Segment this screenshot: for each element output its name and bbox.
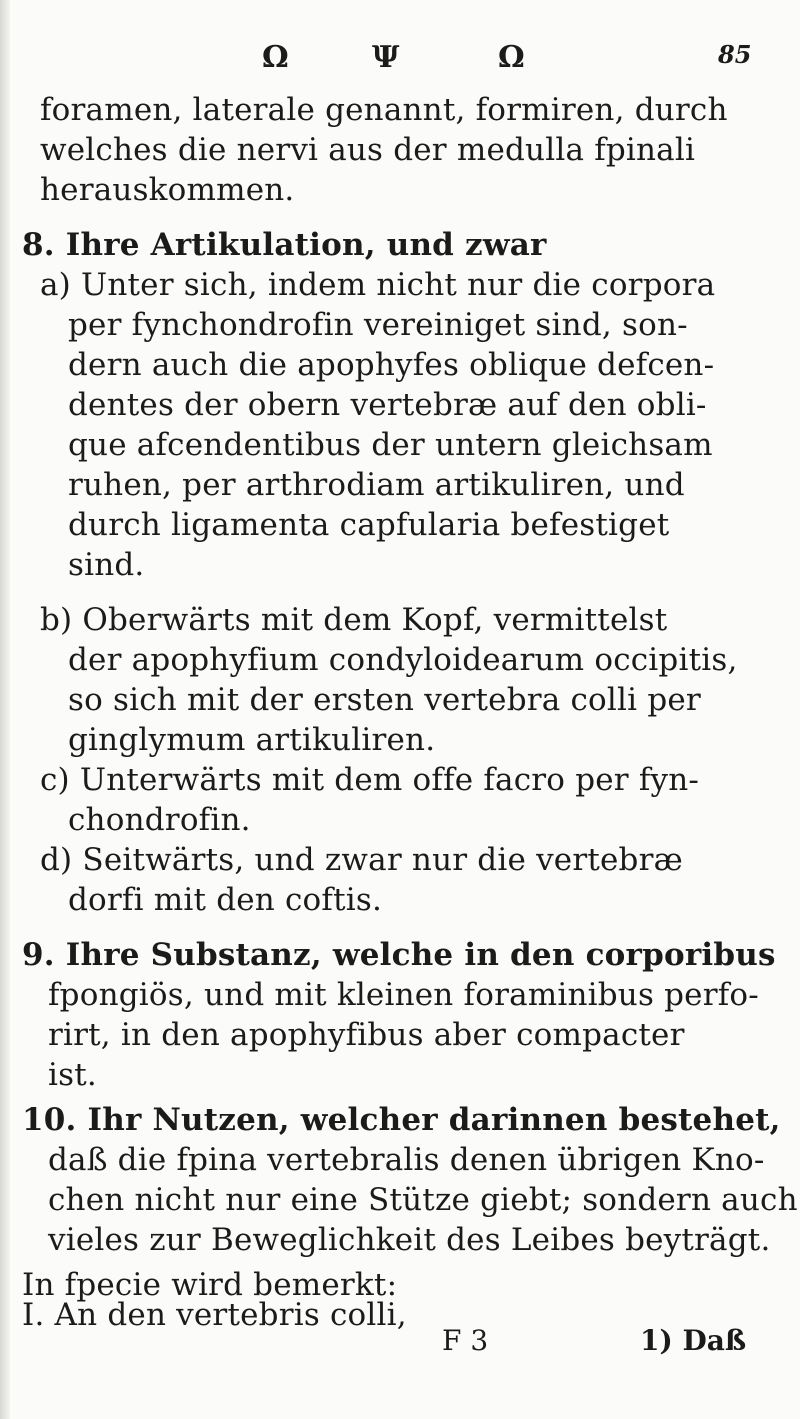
header-ornament-center: Ψ: [372, 40, 400, 75]
text-line: ginglymum artikuliren.: [68, 722, 436, 758]
text-line: fpongiös, und mit kleinen foraminibus perfo-: [48, 977, 759, 1013]
text-line: I. An den vertebris colli,: [22, 1297, 407, 1333]
text-line: b) Oberwärts mit dem Kopf, vermittelst: [40, 602, 668, 638]
text-line: In fpecie wird bemerkt:: [22, 1267, 398, 1303]
text-line: dorfi mit den coftis.: [68, 882, 383, 918]
text-line: ruhen, per arthrodiam artikuliren, und: [68, 467, 685, 503]
text-line: per fynchondrofin vereiniget sind, son-: [68, 307, 688, 343]
text-line: que afcendentibus der untern gleichsam: [68, 427, 713, 463]
text-line: durch ligamenta capfularia befestiget: [68, 507, 670, 543]
text-line: sind.: [68, 547, 145, 583]
text-line: welches die nervi aus der medulla fpinali: [40, 132, 696, 168]
text-line: foramen, laterale genannt, formiren, durch: [40, 92, 728, 128]
signature-mark: F 3: [442, 1324, 489, 1357]
text-line: d) Seitwärts, und zwar nur die vertebræ: [40, 842, 683, 878]
text-line: chondrofin.: [68, 802, 251, 838]
text-line: dern auch die apophyfes oblique defcen-: [68, 347, 715, 383]
text-line: a) Unter sich, indem nicht nur die corpora: [40, 267, 716, 303]
text-line: chen nicht nur eine Stütze giebt; sondern auch: [48, 1182, 798, 1218]
catchword: 1) Daß: [640, 1324, 747, 1357]
text-line: vieles zur Beweglichkeit des Leibes beyträgt.: [48, 1222, 771, 1258]
text-line: ist.: [48, 1057, 97, 1093]
section-heading-8: 8. Ihre Artikulation, und zwar: [22, 227, 547, 263]
header-ornament-left: Ω: [262, 40, 289, 75]
text-line: dentes der obern vertebræ auf den obli-: [68, 387, 707, 423]
section-heading-9: 9. Ihre Substanz, welche in den corporibus: [22, 937, 776, 973]
header-ornament-right: Ω: [498, 40, 525, 75]
running-header: [0, 40, 800, 80]
text-line: c) Unterwärts mit dem offe facro per fyn-: [40, 762, 700, 798]
text-line: herauskommen.: [40, 172, 295, 208]
text-line: daß die fpina vertebralis denen übrigen Kno-: [48, 1142, 765, 1178]
section-heading-10: 10. Ihr Nutzen, welcher darinnen bestehet,: [22, 1102, 781, 1138]
text-line: rirt, in den apophyfibus aber compacter: [48, 1017, 685, 1053]
text-line: der apophyfium condyloidearum occipitis,: [68, 642, 738, 678]
text-line: so sich mit der ersten vertebra colli per: [68, 682, 701, 718]
page-number: 85: [718, 40, 752, 69]
binding-marks: [8, 0, 18, 1419]
